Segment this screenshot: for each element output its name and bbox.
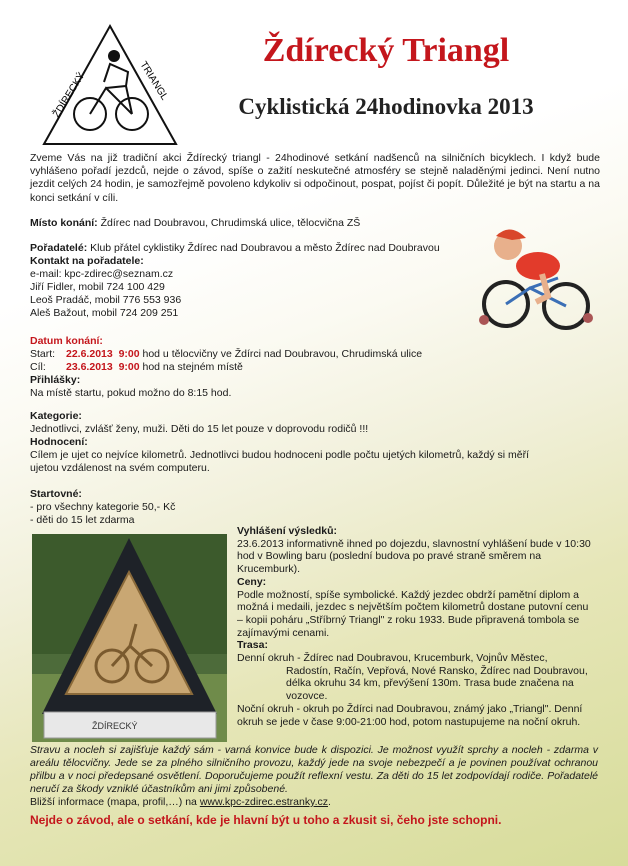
info-line [30, 796, 598, 809]
start-text: hod u tělocvičny ve Ždírci nad Doubravou, Chrudimská ulice [139, 348, 423, 360]
trophy-plate-text: ŽDÍRECKÝ [92, 721, 138, 731]
trasa-nocni: Noční okruh - okruh po Ždírci nad Doubravou, známý jako „Triangl". Denní okruh se jede v čase 9:00-21:00 hod, potom nastupujeme na noční okruh. [237, 702, 583, 728]
misto-section [30, 217, 360, 230]
logo-text-left: ŽDÍRECKÝ [51, 70, 88, 120]
ceny-text: Podle možností, spíše symbolické. Každý jezdec obdrží pamětní diplom a možná i medaili, jezdec s největším počtem kilometrů dostane putovní cenu – kopii poháru „Stříbrný Triangl" z roku 1933. Bude připravená tombola se zajímavými cenami. [237, 588, 589, 639]
misto-value: Ždírec nad Doubravou, Chrudimská ulice, tělocvična ZŠ [97, 217, 361, 229]
datum-label: Datum konání: [30, 335, 103, 347]
kontakt-line: Leoš Pradáč, mobil 776 553 936 [30, 294, 182, 306]
page-title: Ždírecký Triangl [262, 32, 510, 69]
trasa-label: Trasa: [237, 639, 268, 652]
startovne-label: Startovné: [30, 488, 82, 500]
info-prefix: Bližší informace (mapa, profil,…) na [30, 796, 200, 808]
kontakt-label: Kontakt na pořadatele: [30, 255, 144, 267]
kontakt-email[interactable]: e-mail: kpc-zdirec@seznam.cz [30, 268, 174, 280]
triangl-logo [40, 22, 180, 150]
vysledky-section [237, 525, 597, 728]
kontakt-section [30, 255, 181, 320]
ceny-label: Ceny: [237, 575, 267, 588]
datum-section [30, 335, 422, 400]
hodnoceni-label: Hodnocení: [30, 436, 88, 448]
poradatele-value: Klub přátel cyklistiky Ždírec nad Doubravou a město Ždírec nad Doubravou [87, 242, 440, 254]
slogan: Nejde o závod, ale o setkání, kde je hlavní být u toho a zkusit si, čeho jste schopni. [30, 813, 502, 827]
cil-label: Cíl: [30, 361, 46, 373]
misto-label: Místo konání: [30, 217, 98, 229]
kontakt-line: Aleš Bažout, mobil 724 209 251 [30, 307, 179, 319]
kategorie-section [30, 410, 530, 475]
cil-row [30, 361, 422, 374]
start-time: 9:00 [118, 348, 140, 360]
page-subtitle: Cyklistická 24hodinovka 2013 [238, 94, 534, 119]
trasa-denni-rest: Radostín, Račín, Vepřová, Nové Ransko, Ždírec nad Doubravou, délka okruhu 34 km, převýšení 130m. Trasa bude značena na vozovce. [286, 664, 588, 703]
prihlasky-label: Přihlášky: [30, 374, 81, 386]
cil-time: 9:00 [118, 361, 140, 373]
start-row [30, 348, 422, 361]
start-label: Start: [30, 348, 56, 360]
hodnoceni-text: Cílem je ujet co nejvíce kilometrů. Jednotlivci budou hodnoceni podle počtu ujetých kilometrů, každý si měří ujetou vzdálenost na svém computeru. [30, 449, 530, 474]
prihlasky-text: Na místě startu, pokud možno do 8:15 hod. [30, 387, 232, 399]
kontakt-line: Jiří Fidler, mobil 724 100 429 [30, 281, 165, 293]
start-date: 22.6.2013 [66, 348, 113, 360]
info-suffix: . [327, 796, 331, 808]
trophy-photo [32, 534, 227, 742]
poradatele-label: Pořadatelé: [30, 242, 88, 254]
footer-notes [30, 744, 598, 809]
logo-text-right: TRIANGL [137, 59, 170, 103]
cyclist-cartoon [478, 218, 598, 338]
cil-text: hod na stejném místě [139, 361, 243, 373]
kategorie-label: Kategorie: [30, 410, 82, 422]
info-link[interactable]: www.kpc-zdirec.estranky.cz [199, 796, 328, 808]
footer-text: Stravu a nocleh si zajišťuje každý sám - varná konvice bude k dispozici. Je možnost využít sprchy a nocleh - zdarma v areálu tělocvičny. Jede se za plného silničního provozu, každý jede na svoje nebezpečí a je povinen používat ochranou přilbu a v noci předepsané osvětlení. Doporučujeme použít reflexní vestu. Za děti do 15 let zodpovídají rodiče. Pořadatelé neručí za škody vzniklé účastníkům ani jimi způsobené. [30, 744, 598, 795]
vysledky-text: 23.6.2013 informativně ihned po dojezdu, slavnostní vyhlášení bude v 10:30 hod v Bowling baru (poslední budova po pravé straně směrem na Krucemburk). [237, 537, 591, 576]
startovne-line: - děti do 15 let zdarma [30, 514, 135, 526]
poradatele-section [30, 242, 440, 255]
trasa-denni-first: Denní okruh - Ždírec nad Doubravou, Krucemburk, Vojnův Městec, [237, 652, 548, 665]
startovne-line: - pro všechny kategorie 50,- Kč [30, 501, 176, 513]
intro-text: Zveme Vás na již tradiční akci Ždírecký triangl - 24hodinové setkání nadšenců na silničních bicyklech. I když bude vyhlášeno pořadí jezdců, nejde o závod, spíše o zažití neskutečné atmosféry se stejně naladěnými jedinci. Není nutno jezdit celých 24 hodin, je samozřejmě povoleno kdykoliv si odpočinout, pospat, pojíst či popít. Důležité je být na startu a na konci setkání v cíli. [30, 152, 600, 204]
vysledky-label: Vyhlášení výsledků: [237, 525, 337, 537]
kategorie-text: Jednotlivci, zvlášť ženy, muži. Děti do 15 let pouze v doprovodu rodičů !!! [30, 423, 369, 435]
cil-date: 23.6.2013 [66, 361, 113, 373]
startovne-section [30, 488, 175, 527]
